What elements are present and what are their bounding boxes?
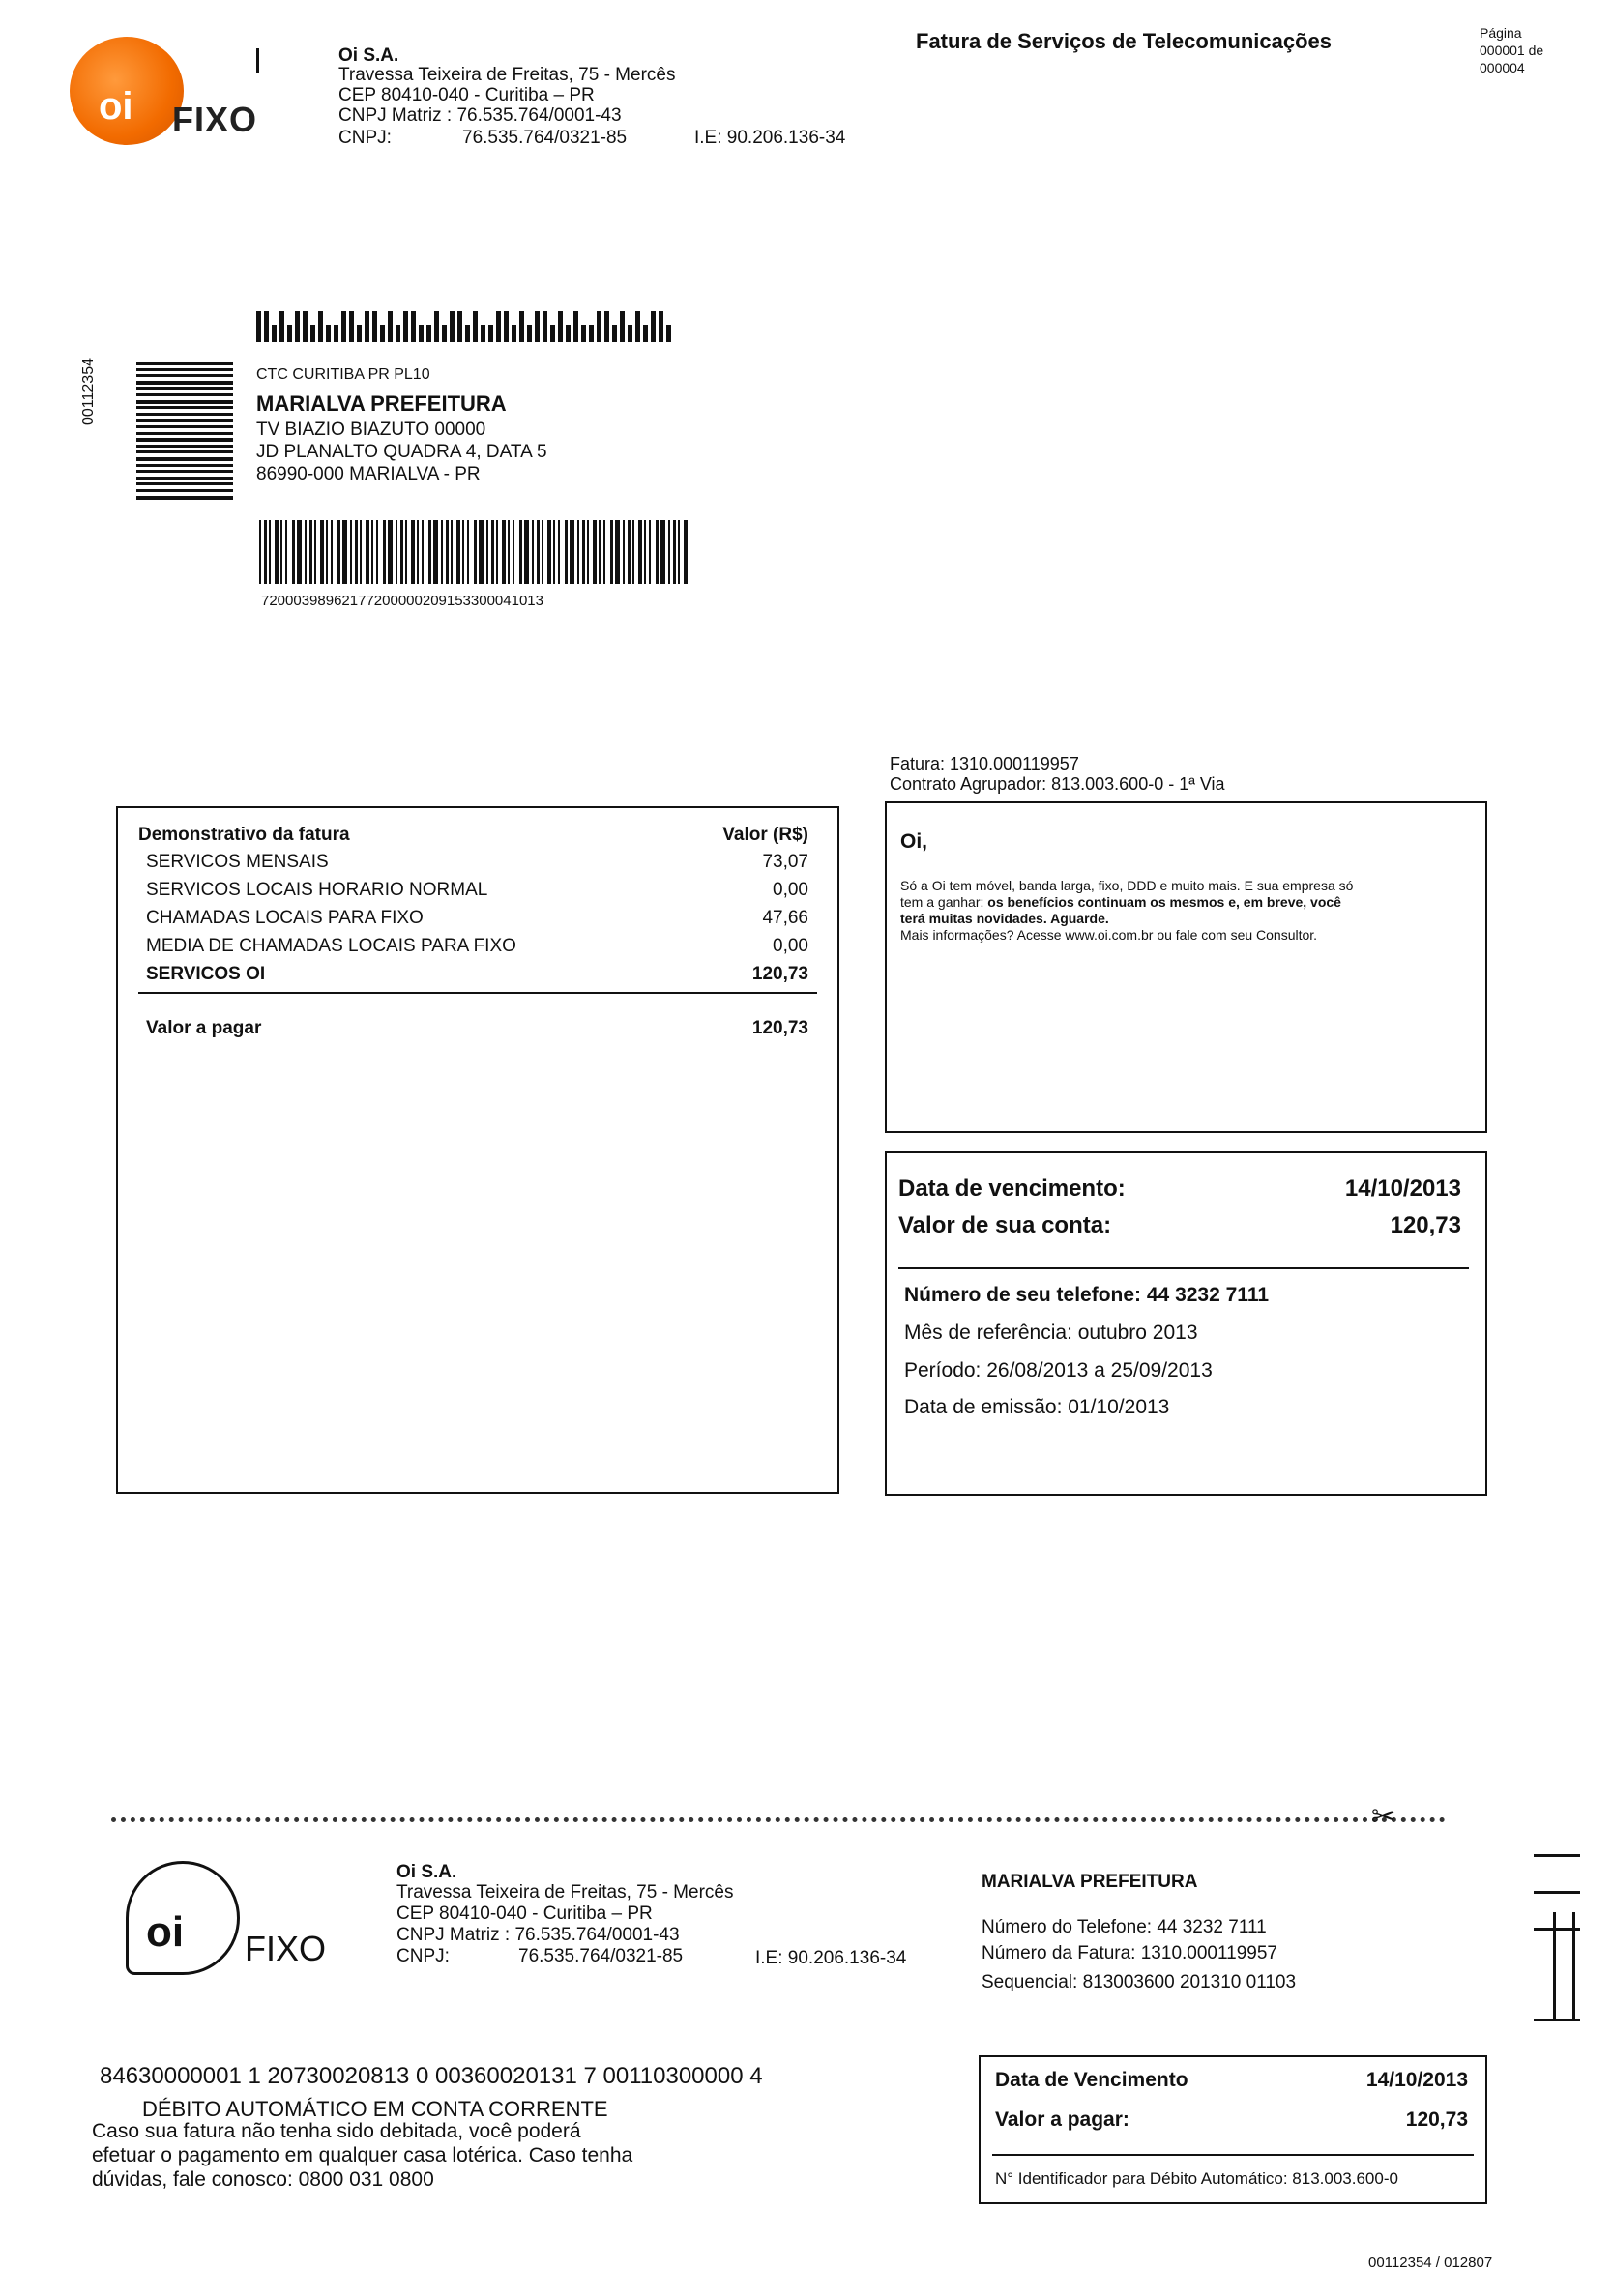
barcode-bar bbox=[542, 520, 543, 584]
postal-bar bbox=[372, 311, 377, 342]
barcode-bar bbox=[599, 520, 601, 584]
barcode-bar bbox=[355, 520, 358, 584]
postal-bar bbox=[612, 325, 617, 342]
barcode-bar bbox=[649, 520, 651, 584]
side-code: 00112354 bbox=[80, 358, 97, 425]
postal-bar bbox=[512, 325, 516, 342]
postal-bar bbox=[287, 325, 292, 342]
stub-ie: I.E: 90.206.136-34 bbox=[755, 1948, 907, 1968]
barcode-bar bbox=[350, 520, 352, 584]
barcode-bar bbox=[396, 520, 397, 584]
barcode-bar bbox=[628, 520, 631, 584]
recipient-district: JD PLANALTO QUADRA 4, DATA 5 bbox=[256, 442, 547, 462]
barcode-bar bbox=[644, 520, 646, 584]
side-bar bbox=[136, 438, 233, 442]
postal-bar bbox=[550, 325, 555, 342]
barcode-bar bbox=[524, 520, 529, 584]
barcode-bar bbox=[456, 520, 460, 584]
message-text: tem a ganhar: bbox=[900, 894, 988, 910]
company-cnpj-matriz: CNPJ Matriz : 76.535.764/0001-43 bbox=[338, 105, 622, 126]
barcode-bar bbox=[275, 520, 279, 584]
summary-box bbox=[885, 1151, 1487, 1496]
barcode-bar bbox=[297, 520, 302, 584]
postal-bar bbox=[504, 311, 509, 342]
postal-bar bbox=[450, 311, 455, 342]
barcode-bar bbox=[587, 520, 589, 584]
barcode-number: 72000398962177200000209153300041013 bbox=[261, 593, 543, 609]
page-label: Página bbox=[1480, 25, 1522, 41]
summary-divider bbox=[898, 1267, 1469, 1269]
statement-row-label: SERVICOS LOCAIS HORARIO NORMAL bbox=[146, 880, 488, 900]
barcode-bar bbox=[496, 520, 498, 584]
postal-bar bbox=[426, 325, 431, 342]
barcode-bar bbox=[570, 520, 574, 584]
logo-text: oi bbox=[99, 85, 133, 128]
routing-code: CTC CURITIBA PR PL10 bbox=[256, 366, 430, 383]
digitable-line: 84630000001 1 20730020813 0 00360020131 7 00110300000 4 bbox=[100, 2063, 763, 2089]
fixo-logo-text: FIXO bbox=[245, 1929, 327, 1968]
barcode-bar bbox=[615, 520, 620, 584]
postal-bar bbox=[597, 311, 601, 342]
side-bar bbox=[136, 381, 233, 385]
barcode-bar bbox=[582, 520, 585, 584]
cut-line bbox=[111, 1817, 1446, 1822]
phone-number: Número de seu telefone: 44 3232 7111 bbox=[904, 1284, 1270, 1306]
postal-bar bbox=[519, 311, 524, 342]
stub-invoice-number: Número da Fatura: 1310.000119957 bbox=[982, 1943, 1277, 1963]
postal-bar bbox=[543, 311, 547, 342]
barcode-bar bbox=[264, 520, 267, 584]
page-number: 000001 de bbox=[1480, 43, 1544, 58]
postal-bar bbox=[488, 325, 493, 342]
barcode-bar bbox=[314, 520, 316, 584]
side-bar bbox=[136, 419, 233, 422]
barcode-bar bbox=[259, 520, 261, 584]
postal-bar bbox=[295, 311, 300, 342]
side-bar bbox=[136, 470, 233, 473]
barcode-bar bbox=[660, 520, 665, 584]
side-bar bbox=[136, 413, 233, 416]
barcode-bar bbox=[502, 520, 506, 584]
stub-customer-name: MARIALVA PREFEITURA bbox=[982, 1872, 1198, 1892]
stub-company-address: Travessa Teixeira de Freitas, 75 - Mercês bbox=[396, 1882, 734, 1903]
barcode-bar bbox=[305, 520, 307, 584]
postal-bar bbox=[620, 311, 625, 342]
postal-bar bbox=[272, 325, 277, 342]
message-line: terá muitas novidades. Aguarde. bbox=[900, 911, 1109, 926]
barcode-bar bbox=[417, 520, 419, 584]
debit-text-line: efetuar o pagamento em qualquer casa lotérica. Caso tenha bbox=[92, 2144, 633, 2166]
barcode-bar bbox=[292, 520, 295, 584]
barcode-bar bbox=[532, 520, 534, 584]
company-address: Travessa Teixeira de Freitas, 75 - Mercês bbox=[338, 65, 676, 85]
barcode-bar bbox=[656, 520, 659, 584]
invoice-number: Fatura: 1310.000119957 bbox=[890, 754, 1079, 773]
statement-row-label: MEDIA DE CHAMADAS LOCAIS PARA FIXO bbox=[146, 936, 516, 956]
company-ie: I.E: 90.206.136-34 bbox=[694, 128, 846, 148]
barcode-bar bbox=[405, 520, 407, 584]
stub-box-divider bbox=[992, 2154, 1474, 2156]
stub-amount-value: 120,73 bbox=[1405, 2108, 1468, 2131]
postal-bar bbox=[419, 325, 424, 342]
stub-amount-label: Valor a pagar: bbox=[995, 2108, 1129, 2131]
invoice-title: Fatura de Serviços de Telecomunicações bbox=[916, 29, 1332, 53]
barcode-bar bbox=[320, 520, 324, 584]
margin-tick bbox=[1534, 1891, 1580, 1894]
barcode-bar bbox=[411, 520, 415, 584]
barcode-bar bbox=[603, 520, 605, 584]
postal-bar bbox=[326, 325, 331, 342]
postal-bar bbox=[403, 311, 408, 342]
postal-bar bbox=[334, 325, 338, 342]
postal-bar bbox=[457, 311, 462, 342]
company-name: Oi S.A. bbox=[338, 45, 399, 66]
postal-bar bbox=[396, 325, 400, 342]
postal-bar bbox=[465, 325, 470, 342]
statement-total-value: 120,73 bbox=[751, 1018, 808, 1038]
postal-bar bbox=[558, 311, 563, 342]
barcode-bar bbox=[513, 520, 514, 584]
postal-bar bbox=[380, 325, 385, 342]
side-bar bbox=[136, 477, 233, 480]
postal-bar bbox=[349, 311, 354, 342]
statement-subtotal-value: 120,73 bbox=[751, 964, 808, 984]
recipient-name: MARIALVA PREFEITURA bbox=[256, 392, 507, 416]
debit-text-line: dúvidas, fale conosco: 0800 031 0800 bbox=[92, 2168, 434, 2191]
side-bar bbox=[136, 445, 233, 448]
due-date-label: Data de vencimento: bbox=[898, 1176, 1126, 1202]
side-bar bbox=[136, 374, 233, 377]
postal-bar bbox=[666, 325, 671, 342]
postal-bar bbox=[357, 325, 362, 342]
postal-bar bbox=[365, 311, 369, 342]
postal-bar bbox=[573, 311, 578, 342]
barcode-bar bbox=[342, 520, 347, 584]
billing-period: Período: 26/08/2013 a 25/09/2013 bbox=[904, 1359, 1213, 1381]
barcode-bar bbox=[632, 520, 634, 584]
company-cnpj-value: 76.535.764/0321-85 bbox=[462, 128, 628, 148]
barcode-bar bbox=[508, 520, 510, 584]
postal-barcode bbox=[256, 311, 682, 342]
margin-tick bbox=[1534, 2019, 1580, 2021]
statement-subtotal-label: SERVICOS OI bbox=[146, 964, 266, 984]
postal-bar bbox=[589, 325, 594, 342]
barcode-bar bbox=[383, 520, 386, 584]
barcode-bar bbox=[400, 520, 403, 584]
barcode-bar bbox=[684, 520, 688, 584]
stub-due-value: 14/10/2013 bbox=[1365, 2069, 1468, 2091]
barcode-bar bbox=[593, 520, 597, 584]
barcode-bar bbox=[673, 520, 676, 584]
barcode-bar bbox=[547, 520, 551, 584]
barcode-bar bbox=[269, 520, 271, 584]
side-bar bbox=[136, 489, 233, 492]
barcode-bar bbox=[565, 520, 568, 584]
barcode-bar bbox=[479, 520, 484, 584]
postal-bar bbox=[535, 311, 540, 342]
barcode-bar bbox=[610, 520, 613, 584]
stub-cnpj-matriz: CNPJ Matriz : 76.535.764/0001-43 bbox=[396, 1925, 680, 1945]
statement-row-value: 0,00 bbox=[773, 936, 808, 956]
side-bar bbox=[136, 368, 233, 371]
page-total: 000004 bbox=[1480, 60, 1525, 75]
company-cep: CEP 80410-040 - Curitiba – PR bbox=[338, 85, 595, 105]
statement-row-value: 73,07 bbox=[762, 852, 808, 872]
debit-text-line: Caso sua fatura não tenha sido debitada, você poderá bbox=[92, 2120, 581, 2142]
stub-payment-box bbox=[979, 2055, 1487, 2204]
barcode-bar bbox=[462, 520, 464, 584]
barcode-bar bbox=[422, 520, 424, 584]
postal-bar bbox=[481, 325, 485, 342]
postal-bar bbox=[264, 311, 269, 342]
debit-title: DÉBITO AUTOMÁTICO EM CONTA CORRENTE bbox=[142, 2097, 608, 2121]
recipient-city: 86990-000 MARIALVA - PR bbox=[256, 464, 481, 484]
postal-bar bbox=[581, 325, 586, 342]
postal-bar bbox=[659, 311, 663, 342]
barcode-bar bbox=[337, 520, 340, 584]
postal-bar bbox=[411, 311, 416, 342]
postal-bar bbox=[303, 311, 308, 342]
margin-bar bbox=[1572, 1912, 1575, 2019]
postal-bar bbox=[651, 311, 656, 342]
fixo-logo-text: FIXO bbox=[172, 100, 258, 139]
postal-bar bbox=[527, 325, 532, 342]
side-bar bbox=[136, 406, 233, 409]
side-barcode bbox=[136, 362, 233, 503]
margin-tick bbox=[1534, 1854, 1580, 1857]
barcode-bar bbox=[376, 520, 378, 584]
barcode-bar bbox=[537, 520, 540, 584]
side-bar bbox=[136, 464, 233, 467]
barcode-bar bbox=[668, 520, 670, 584]
stub-cnpj-value: 76.535.764/0321-85 bbox=[518, 1946, 684, 1966]
side-bar bbox=[136, 362, 233, 365]
side-bar bbox=[136, 400, 233, 404]
message-line bbox=[900, 894, 1341, 911]
oi-logo bbox=[70, 37, 184, 145]
barcode-bar bbox=[331, 520, 333, 584]
scissors-icon: ✂ bbox=[1371, 1801, 1396, 1833]
postal-bar bbox=[566, 325, 571, 342]
postal-main-barcode bbox=[259, 520, 690, 584]
contract-number: Contrato Agrupador: 813.003.600-0 - 1ª Via bbox=[890, 774, 1225, 794]
barcode-bar bbox=[326, 520, 328, 584]
barcode-bar bbox=[428, 520, 431, 584]
side-bar bbox=[136, 450, 233, 453]
side-bar bbox=[136, 496, 233, 500]
statement-box bbox=[116, 806, 839, 1494]
stub-phone: Número do Telefone: 44 3232 7111 bbox=[982, 1917, 1267, 1937]
side-bar bbox=[136, 387, 233, 390]
barcode-bar bbox=[360, 520, 362, 584]
logo-mark bbox=[256, 48, 259, 73]
barcode-bar bbox=[366, 520, 369, 584]
postal-bar bbox=[388, 311, 393, 342]
postal-bar bbox=[628, 325, 632, 342]
barcode-bar bbox=[558, 520, 560, 584]
statement-value-header: Valor (R$) bbox=[722, 825, 808, 845]
stub-cnpj-label: CNPJ: bbox=[396, 1946, 450, 1966]
barcode-bar bbox=[577, 520, 579, 584]
statement-total-label: Valor a pagar bbox=[146, 1018, 262, 1038]
company-cnpj-label: CNPJ: bbox=[338, 128, 392, 148]
issue-date: Data de emissão: 01/10/2013 bbox=[904, 1396, 1170, 1418]
barcode-bar bbox=[491, 520, 494, 584]
margin-bar bbox=[1553, 1912, 1556, 2019]
barcode-bar bbox=[371, 520, 373, 584]
amount-label: Valor de sua conta: bbox=[898, 1212, 1112, 1238]
stub-margin-marks bbox=[1534, 1854, 1580, 2023]
barcode-bar bbox=[678, 520, 680, 584]
amount-value: 120,73 bbox=[1390, 1212, 1461, 1238]
message-bold-text: os benefícios continuam os mesmos e, em breve, você bbox=[987, 894, 1341, 910]
barcode-bar bbox=[441, 520, 443, 584]
logo-text: oi bbox=[146, 1908, 185, 1956]
barcode-bar bbox=[433, 520, 438, 584]
reference-month: Mês de referência: outubro 2013 bbox=[904, 1322, 1198, 1344]
side-bar bbox=[136, 393, 233, 396]
statement-divider bbox=[138, 992, 817, 994]
message-box bbox=[885, 801, 1487, 1133]
postal-bar bbox=[256, 311, 261, 342]
message-line: Só a Oi tem móvel, banda larga, fixo, DDD e muito mais. E sua empresa só bbox=[900, 878, 1354, 893]
recipient-street: TV BIAZIO BIAZUTO 00000 bbox=[256, 420, 486, 440]
barcode-bar bbox=[388, 520, 393, 584]
barcode-bar bbox=[623, 520, 625, 584]
side-bar bbox=[136, 482, 233, 485]
barcode-bar bbox=[451, 520, 453, 584]
statement-row-label: CHAMADAS LOCAIS PARA FIXO bbox=[146, 908, 424, 928]
postal-bar bbox=[341, 311, 346, 342]
stub-debit-id: N° Identificador para Débito Automático: 813.003.600-0 bbox=[995, 2169, 1398, 2188]
oi-logo-outline bbox=[126, 1861, 240, 1975]
side-bar bbox=[136, 457, 233, 461]
stub-company-name: Oi S.A. bbox=[396, 1862, 457, 1882]
stub-due-label: Data de Vencimento bbox=[995, 2069, 1188, 2091]
due-date-value: 14/10/2013 bbox=[1344, 1176, 1461, 1202]
statement-row-value: 47,66 bbox=[762, 908, 808, 928]
barcode-bar bbox=[309, 520, 312, 584]
barcode-bar bbox=[486, 520, 488, 584]
statement-row-value: 0,00 bbox=[773, 880, 808, 900]
footer-code: 00112354 / 012807 bbox=[1368, 2254, 1493, 2271]
postal-bar bbox=[318, 311, 323, 342]
postal-bar bbox=[473, 311, 478, 342]
postal-bar bbox=[496, 311, 501, 342]
side-bar bbox=[136, 432, 233, 435]
message-greeting: Oi, bbox=[900, 830, 928, 853]
postal-bar bbox=[442, 325, 447, 342]
postal-bar bbox=[434, 311, 439, 342]
stub-company-cep: CEP 80410-040 - Curitiba – PR bbox=[396, 1904, 653, 1924]
side-bar bbox=[136, 425, 233, 428]
message-line: Mais informações? Acesse www.oi.com.br ou fale com seu Consultor. bbox=[900, 927, 1318, 943]
barcode-bar bbox=[519, 520, 522, 584]
barcode-bar bbox=[553, 520, 555, 584]
postal-bar bbox=[310, 325, 315, 342]
postal-bar bbox=[635, 311, 640, 342]
postal-bar bbox=[643, 325, 648, 342]
barcode-bar bbox=[638, 520, 642, 584]
postal-bar bbox=[604, 311, 609, 342]
statement-row-label: SERVICOS MENSAIS bbox=[146, 852, 329, 872]
barcode-bar bbox=[474, 520, 477, 584]
barcode-bar bbox=[280, 520, 282, 584]
barcode-bar bbox=[285, 520, 287, 584]
statement-title: Demonstrativo da fatura bbox=[138, 825, 350, 845]
barcode-bar bbox=[467, 520, 469, 584]
barcode-bar bbox=[446, 520, 449, 584]
stub-sequence: Sequencial: 813003600 201310 01103 bbox=[982, 1972, 1297, 1992]
postal-bar bbox=[279, 311, 284, 342]
